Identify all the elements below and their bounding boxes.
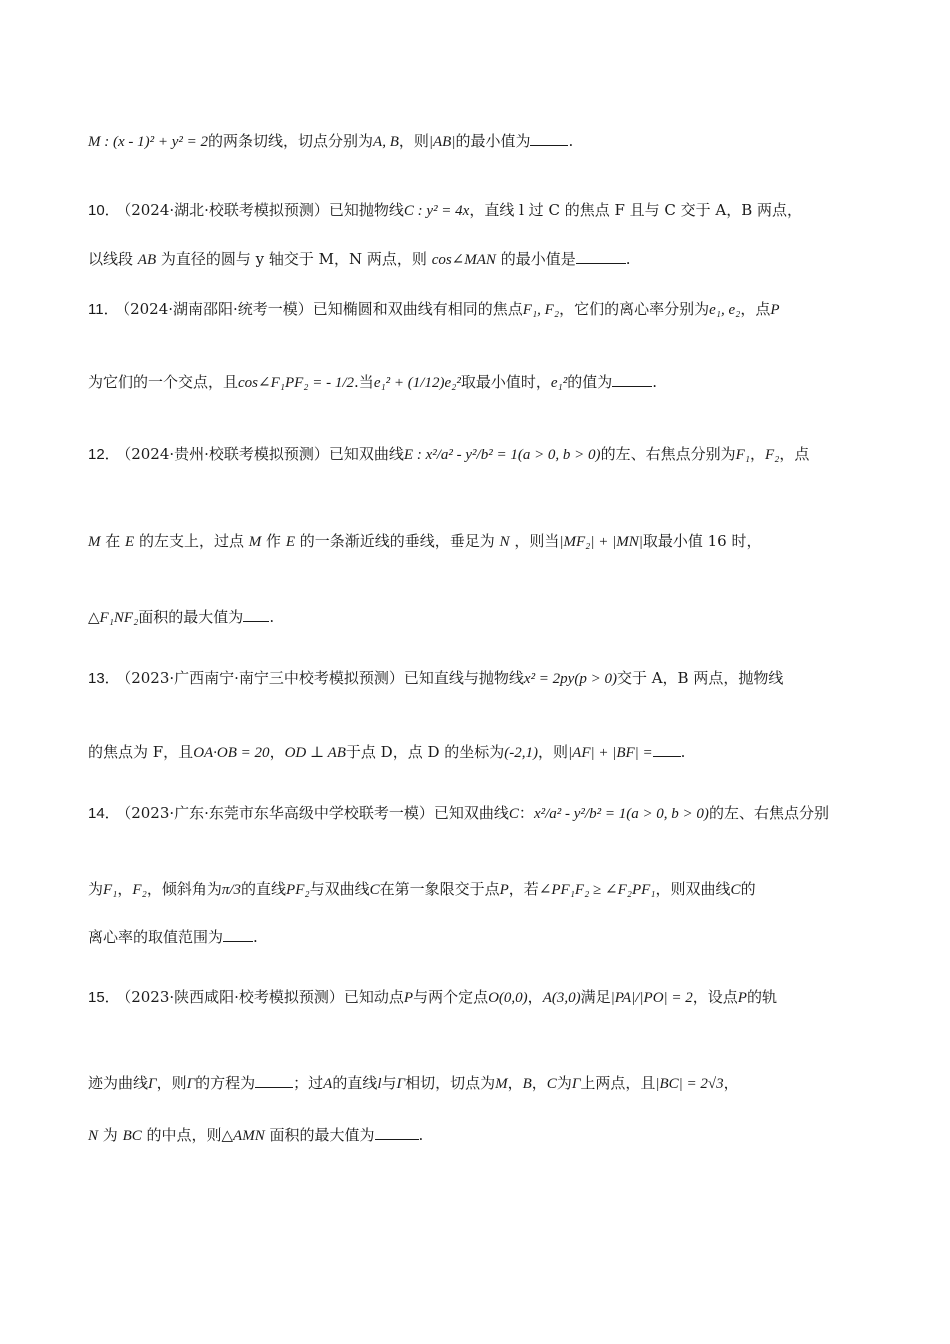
line-6 — [88, 530, 870, 553]
text-run: 的左支上，过点 — [134, 532, 249, 550]
math-expression: F₂ — [132, 882, 147, 898]
text-run: ，倾斜角为 — [146, 880, 222, 898]
text-run: （2023·广东·东莞市东华高级中学校联考一模）已知双曲线 — [123, 804, 509, 822]
text-run: 的两条切线，切点分别为 — [208, 132, 374, 150]
line-12 — [88, 926, 870, 948]
text-run: . — [652, 373, 658, 391]
text-run: 的值为 — [567, 373, 613, 391]
line-9 — [88, 741, 870, 764]
text-run: 的 — [740, 880, 756, 898]
math-expression: Γ — [396, 1076, 406, 1092]
text-run: . — [680, 743, 686, 761]
text-run: ， — [269, 743, 285, 761]
math-expression: F₁ — [735, 447, 750, 463]
math-expression: ∠PF₁F₂ ≥ ∠F₂PF₁ — [538, 882, 656, 898]
answer-blank — [243, 607, 269, 622]
line-14 — [88, 1072, 870, 1095]
math-expression: BC — [122, 1128, 142, 1144]
text-run: 上两点，且 — [580, 1074, 656, 1092]
math-expression: F₁ — [103, 882, 118, 898]
math-expression: E — [125, 534, 135, 550]
text-run: ，则 — [156, 1074, 187, 1092]
line-3 — [88, 298, 870, 321]
text-run: ，若 — [508, 880, 539, 898]
math-expression: E — [285, 534, 295, 550]
question-number: 10． — [88, 202, 120, 219]
math-expression: AB — [137, 252, 157, 268]
question-number: 13． — [88, 670, 120, 687]
math-expression: M — [495, 1076, 508, 1092]
line-11 — [88, 878, 870, 901]
text-run: ： — [518, 804, 534, 822]
math-expression: PF₂ — [286, 882, 310, 898]
math-expression: M — [88, 534, 101, 550]
text-run: 为 — [88, 880, 104, 898]
math-expression: |BC| = 2√3 — [655, 1076, 724, 1092]
text-run: 的焦点为 F，且 — [88, 743, 194, 761]
text-run: 离心率的取值范围为 — [88, 928, 224, 946]
question-number: 12． — [88, 446, 120, 463]
math-expression: △F₁NF₂ — [88, 610, 139, 626]
text-run: 在第一象限交于点 — [379, 880, 500, 898]
text-run: 为它们的一个交点，且 — [88, 373, 239, 391]
math-expression: Γ — [186, 1076, 196, 1092]
text-run: 在 — [100, 532, 126, 550]
text-run: 为 — [98, 1126, 123, 1144]
math-expression: F₂ — [764, 447, 780, 463]
text-run: 与双曲线 — [309, 880, 370, 898]
math-expression: C : y² = 4x — [403, 203, 470, 219]
math-expression: O(0,0) — [488, 990, 528, 1006]
text-run: ， — [723, 1074, 739, 1092]
math-expression: C — [508, 806, 519, 822]
text-run: . — [568, 132, 574, 150]
math-expression: A(3,0) — [542, 990, 581, 1006]
text-run: ，则 — [538, 743, 569, 761]
question-number: 14． — [88, 805, 120, 822]
math-expression: |MF₂| + |MN| — [559, 534, 643, 550]
math-expression: C — [546, 1076, 557, 1092]
math-expression: F₁, F₂ — [522, 302, 560, 318]
answer-blank — [223, 927, 253, 942]
text-run: 的左、右焦点分别 — [708, 804, 829, 822]
text-run: ，点 — [779, 445, 810, 463]
text-run: ，点 — [740, 300, 771, 318]
text-run: 取最小值时， — [460, 373, 551, 391]
text-run: 面积的最大值为 — [264, 1126, 375, 1144]
math-expression: P — [770, 302, 780, 318]
line-15 — [88, 1124, 870, 1147]
answer-blank — [530, 131, 568, 146]
math-expression: e₁² — [550, 375, 568, 391]
line-4 — [88, 371, 870, 394]
text-run: 与 — [381, 1074, 397, 1092]
math-expression: x² = 2py(p > 0) — [523, 671, 617, 687]
text-run: . — [269, 608, 275, 626]
text-run: ，直线 l 过 C 的焦点 F 且与 C 交于 A，B 两点， — [469, 201, 803, 219]
math-expression: A — [323, 1076, 333, 1092]
line-10 — [88, 802, 870, 825]
text-run: 为直径的圆与 y 轴交于 M，N 两点，则 — [156, 250, 432, 268]
text-run: 以线段 — [88, 250, 138, 268]
text-run: 的直线 — [241, 880, 287, 898]
text-run: 相切，切点为 — [405, 1074, 496, 1092]
answer-blank — [255, 1073, 293, 1088]
text-run: 迹为曲线 — [88, 1074, 149, 1092]
math-expression: |AF| + |BF| = — [568, 745, 653, 761]
math-expression: |AB| — [428, 134, 456, 150]
text-run: 的最小值是 — [495, 250, 576, 268]
text-run: .当 — [354, 373, 374, 391]
text-run: ， — [531, 1074, 547, 1092]
text-run: 于点 D，点 D 的坐标为 — [345, 743, 505, 761]
math-expression: △AMN — [221, 1128, 265, 1144]
text-run: ，则双曲线 — [655, 880, 731, 898]
line-5 — [88, 443, 870, 466]
text-run: 作 — [261, 532, 286, 550]
math-expression: B — [522, 1076, 532, 1092]
text-run: 面积的最大值为 — [138, 608, 244, 626]
math-expression: π/3 — [221, 882, 242, 898]
text-run: ， — [749, 445, 765, 463]
text-run: 满足 — [580, 988, 611, 1006]
text-run: ， — [507, 1074, 523, 1092]
line-0 — [88, 130, 870, 153]
question-number: 15． — [88, 989, 120, 1006]
math-expression: P — [403, 990, 414, 1006]
text-run: 的轨 — [746, 988, 777, 1006]
math-expression: C — [369, 882, 380, 898]
line-8 — [88, 667, 870, 690]
math-expression: C — [730, 882, 741, 898]
text-run: 的最小值为 — [455, 132, 531, 150]
text-run: . — [418, 1126, 424, 1144]
line-13 — [88, 986, 870, 1009]
math-expression: cos∠F₁PF₂ = - 1/2 — [238, 375, 355, 391]
text-run: ，则当 — [509, 532, 560, 550]
math-expression: cos∠MAN — [431, 252, 496, 268]
math-expression: Γ — [571, 1076, 581, 1092]
answer-blank — [612, 372, 652, 387]
text-run: . — [625, 250, 631, 268]
math-expression: P — [499, 882, 509, 898]
text-run: ，则 — [398, 132, 429, 150]
math-expression: OA·OB = 20 — [193, 745, 270, 761]
math-expression: A, B — [373, 134, 399, 150]
line-7 — [88, 606, 870, 629]
text-run: . — [253, 928, 258, 946]
math-expression: l — [377, 1076, 382, 1092]
text-run: 交于 A，B 两点，抛物线 — [616, 669, 784, 687]
math-expression: e₁² + (1/12)e₂² — [373, 375, 461, 391]
text-run: 为 — [556, 1074, 572, 1092]
line-2 — [88, 248, 870, 271]
text-run: （2023·陕西咸阳·校考模拟预测）已知动点 — [123, 988, 404, 1006]
math-expression: M : (x - 1)² + y² = 2 — [88, 134, 209, 150]
math-expression: M — [248, 534, 262, 550]
text-run: 与两个定点 — [413, 988, 489, 1006]
text-run: （2024·湖南邵阳·统考一模）已知椭圆和双曲线有相同的焦点 — [122, 300, 523, 318]
text-run: 取最小值 16 时， — [642, 532, 762, 550]
text-run: 的一条渐近线的垂线，垂足为 — [294, 532, 500, 550]
text-run: ， — [117, 880, 133, 898]
math-expression: N — [88, 1128, 99, 1144]
text-run: 的直线 — [332, 1074, 378, 1092]
text-run: （2023·广西南宁·南宁三中校考模拟预测）已知直线与抛物线 — [123, 669, 524, 687]
math-expression: P — [737, 990, 747, 1006]
math-expression: x²/a² - y²/b² = 1(a > 0, b > 0) — [533, 806, 709, 822]
text-run: ， — [527, 988, 543, 1006]
math-expression: Γ — [148, 1076, 157, 1092]
math-expression: e₁, e₂ — [709, 302, 741, 318]
answer-blank — [653, 742, 681, 757]
math-expression: N — [499, 534, 510, 550]
question-number: 11． — [88, 301, 119, 318]
line-1 — [88, 199, 870, 222]
math-expression: OD ⊥ AB — [284, 745, 346, 761]
text-run: ；过 — [293, 1074, 324, 1092]
math-expression: E : x²/a² - y²/b² = 1(a > 0, b > 0) — [403, 447, 601, 463]
text-run: 的左、右焦点分别为 — [600, 445, 736, 463]
text-run: ，设点 — [692, 988, 738, 1006]
text-run: （2024·贵州·校联考模拟预测）已知双曲线 — [123, 445, 404, 463]
answer-blank — [375, 1125, 419, 1140]
text-run: 的中点，则 — [141, 1126, 222, 1144]
text-run: 的方程为 — [195, 1074, 256, 1092]
math-expression: (-2,1) — [504, 745, 539, 761]
text-run: ，它们的离心率分别为 — [559, 300, 710, 318]
math-expression: |PA|/|PO| = 2 — [610, 990, 693, 1006]
text-run: （2024·湖北·校联考模拟预测）已知抛物线 — [123, 201, 404, 219]
answer-blank — [576, 249, 626, 264]
